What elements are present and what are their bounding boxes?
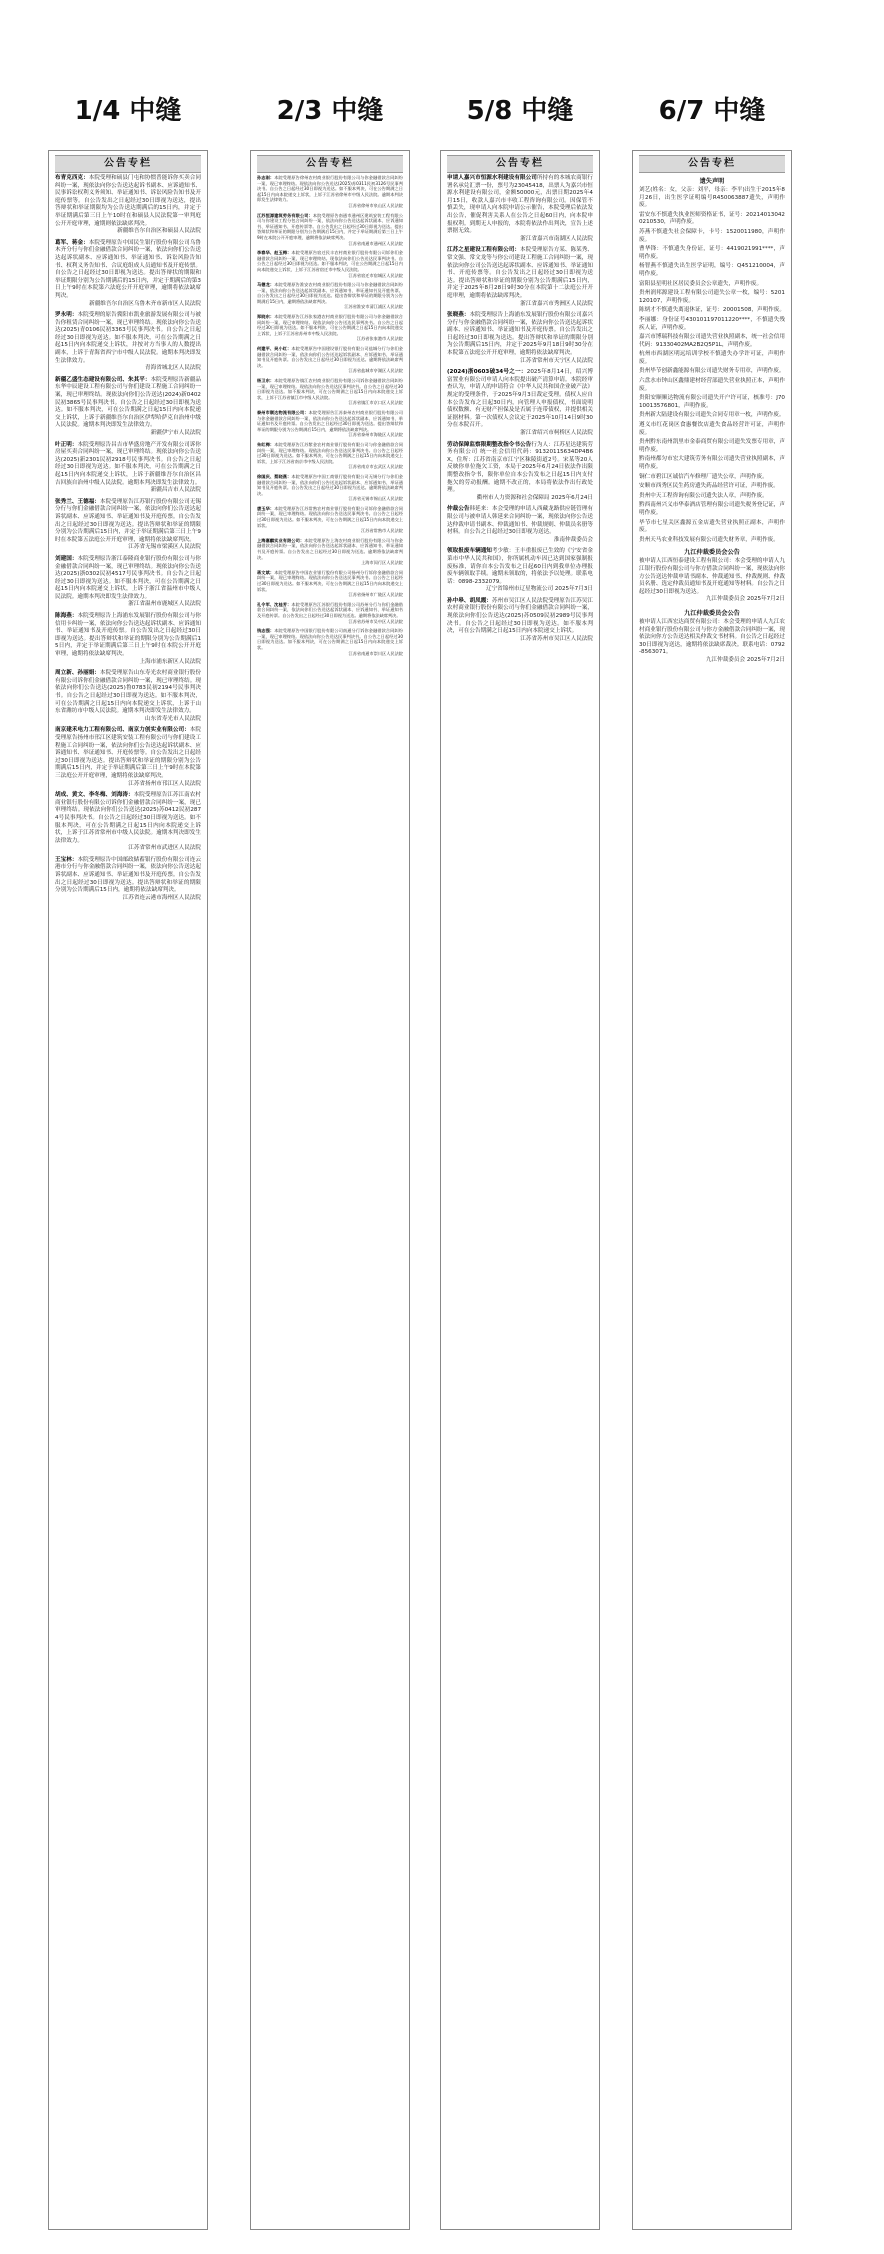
lost-notice-item: 刘艺(姓名：女，父亲：刘平，母亲：李平)出生于2015年8月26日，出生医学证明编号R450063887遗失，声明作废。 bbox=[639, 187, 785, 209]
notice-body: 本院受理原告新疆品东华中辰建设工程有限公司与你们建设工程施工合同纠纷一案，现已审理终结。现依法向你们公告送达(2024)新0402民初3865号民事判决书。自公告之日起经过30日即视为送达。如不服本判决，可在公告期满之日起15日内向本院递交上诉状，上诉于新疆维吾尔自治区伊犁哈萨克自治州中级人民法院。逾期本判决即发生法律效力。 bbox=[55, 376, 201, 429]
notice-signature: 浙江省温州市鹿城区人民法院 bbox=[128, 601, 201, 608]
lost-notice-list bbox=[639, 187, 785, 544]
notice-addressee: 罗永明： bbox=[55, 312, 78, 319]
notice-block bbox=[257, 314, 403, 342]
notice-text bbox=[447, 312, 593, 358]
notice-addressee: 周立新、孙丽娟： bbox=[55, 670, 100, 677]
notice-signature: 江苏省苏州市吴中区人民法院 bbox=[348, 618, 403, 624]
column-2-3 bbox=[250, 150, 410, 2230]
notice-signature: 江苏省南通市通州区人民法院 bbox=[348, 240, 403, 246]
heading-6-7: 6/7 中缝 bbox=[658, 96, 766, 126]
column-body bbox=[633, 176, 791, 664]
column-header: 公告专栏 bbox=[639, 155, 785, 173]
lost-notice-item: 贵阳安顺顺达物流有限公司遗失开户许可证，核准号：J7010013576801，声明作废。 bbox=[639, 395, 785, 409]
notice-signature: 浙江省嘉兴市秀洲区人民法院 bbox=[520, 300, 593, 307]
notice-addressee: 马德龙： bbox=[257, 282, 275, 288]
lost-notice-item: 曹华锋：不慎遗失身份证，证号：4419021991****，声明作废。 bbox=[639, 246, 785, 260]
notice-text bbox=[257, 314, 403, 336]
notice-text bbox=[257, 410, 403, 432]
lost-notice-item: 雷安东不慎遗失执业医师资格证书，证号：202140130420210530，声明作废。 bbox=[639, 211, 785, 226]
lost-notice-item: 安顺市西秀区民生药房遗失药品经营许可证，声明作废。 bbox=[639, 483, 779, 490]
notice-text bbox=[55, 240, 201, 301]
notice-text bbox=[55, 792, 201, 845]
notice-text bbox=[447, 506, 593, 536]
notice-body: 本院受理原告江苏张家港农村商业银行股份有限公司与你金融借款合同纠纷一案，现已审理终结。现依法向你公告送达民事判决书。自公告之日起经过30日即视为送达。如不服本判决，可在公告期满之日起15日内向本院递交上诉状，上诉于江苏省苏州市中级人民法院。 bbox=[257, 314, 403, 336]
notice-signature: 衢州市人力资源和社会保障局 2025年6月24日 bbox=[476, 494, 593, 501]
notice-body: 本院受理原告方某、陈某秀、常文强、常文龙等与你公司建设工程施工合同纠纷一案，现依法向你公司公告送达起诉状副本、应诉通知书、举证通知书、开庭传票等。自公告发出之日起经过30日即视为送达。提出答辩状和举证的期限分别为公告期满后15日内，并定于2025年8月28日9时30分在本院第十二法庭公开开庭审理，逾期将依法缺席判决。 bbox=[447, 247, 593, 299]
notice-body: 考少敏：王丰重报废已生效的《宁安省金菜市中华人民共和国》，你所属机动车因已达到国家强制报废标准，请你自本公告发布之日起60日内到我单位办理报废车辆领取手续。逾期未领取的，将依法予以处理。联系电话：0898-2332079。 bbox=[447, 548, 593, 585]
notice-addressee: 江苏之星建设工程有限公司： bbox=[447, 247, 520, 254]
notice-block bbox=[55, 727, 201, 788]
notice-title: 九江仲裁委员会公告 bbox=[684, 609, 740, 617]
notice-text bbox=[55, 175, 201, 228]
lost-notice-item: 贵州新大陆建设有限公司遗失合同专用章一枚，声明作废。 bbox=[639, 412, 785, 419]
notice-addressee: 李春华、赵玉梅： bbox=[257, 250, 292, 256]
notice-text bbox=[55, 312, 201, 365]
notice-text bbox=[257, 175, 403, 203]
lost-notice-item: 黔南州都匀市宏大建筑劳务有限公司遗失营业执照副本，声明作废。 bbox=[639, 456, 785, 470]
notice-addressee: 劳动保障监察限期整改指令书公告 bbox=[447, 441, 532, 448]
notice-body: 本院受理和硕县门屯和协惯普能诉你买卖合同纠纷一案，现依法向你公告送达起诉书副本、应诉通知书、民事诉讼权利义务须知、举证通知书、诉讼风险告知书及开庭传票等。自公告发出之日起经过30日即视为送达，提出答辩状和举证期限均为公告送达期满后的15日内，并定于举证期满后第三日上午10时在和硕县人民法院第一审判庭公开开庭审理，逾期则依法缺席判决。 bbox=[55, 175, 201, 227]
notice-block bbox=[55, 792, 201, 853]
notice-addressee: 王宝林： bbox=[55, 856, 78, 863]
notice-signature: 江苏省连云港市海州区人民法院 bbox=[122, 894, 201, 901]
notice-signature: 江苏省盐城市亭湖区人民法院 bbox=[348, 368, 403, 374]
column-header: 公告专栏 bbox=[447, 155, 593, 173]
notice-body: 行为人：江苏星达建筑劳务有限公司 统一社会信用代码：91320115634DP4B6X，住所：江苏省南京市江宁区秣陵街道2号。宋某等20人反映你单位拖欠工资，本局于2025年6月24日依法作出限期整改指令书，限你单位自本公告发布之日起15日内支付拖欠的劳动报酬。逾期不改正的，本局将依法作出行政处理。 bbox=[447, 441, 593, 494]
notice-signature: 辽宁省锦州市辽星物流公司 2025年7月3日 bbox=[485, 586, 593, 593]
notice-block bbox=[55, 556, 201, 609]
notice-text bbox=[447, 598, 593, 636]
notice-body: 本院受理原告江苏江南农村商业银行股份有限公司诉你们金融借款合同纠纷一案，现已审理终结。现依法向你们公告送达(2025)苏0412民初2874号民事判决书。自公告之日起经过30日即视为送达。如不服本判决，可在公告期满之日起15日内向本院递交上诉状，上诉于江苏省常州市中级人民法院。逾期本判决即发生法律效力。 bbox=[55, 792, 201, 844]
notice-text bbox=[257, 570, 403, 592]
notice-body: 本院受理原告江苏银行股份有限公司无锡分行与你们金融借款合同纠纷一案，依法向你们公告送达起诉状副本、应诉通知书、举证通知书及开庭传票。自公告发出之日起经过30日即视为送达。提出答辩状和举证的期限分别为公告期满后15日内，并定于举证期满后第三日上午9时在本院第五法庭公开开庭审理，逾期将依法缺席判决。 bbox=[55, 498, 201, 543]
lost-notice-item: 遵义市红花岗区食惠餐饮店遗失食品经营许可证，声明作废。 bbox=[639, 422, 785, 436]
notice-body: 本院受理原告徐州农村商业银行股份有限公司与你金融借款合同纠纷一案，现已审理终结。现依法向你公告送达(2025)苏0311民初3126号民事判决书。自公告之日起经过30日即视为送达。如不服本判决，可在公告期满之日起15日内向本院递交上诉状，上诉于江苏省徐州市中级人民法院。逾期本判决即发生法律效力。 bbox=[257, 175, 403, 203]
notice-addressee: 孔令军、沈桂芳： bbox=[257, 601, 292, 607]
lost-notice-item: 贵州黔东南州凯里市金泰商贸有限公司遗失发票专用章，声明作废。 bbox=[639, 439, 785, 453]
notice-addressee: 张晓燕： bbox=[447, 312, 470, 319]
notice-text bbox=[55, 377, 201, 430]
column-body bbox=[49, 175, 207, 902]
notice-body: 本院受理原告江苏泰州农村商业银行股份有限公司与你金融借款合同纠纷一案，依法向你公告送达起诉状副本、应诉通知书、举证通知书及开庭传票。自公告发出之日起经过30日即视为送达。提出答辩状和举证的期限分别为公告期满后15日内，逾期将依法缺席判决。 bbox=[257, 409, 403, 432]
notice-block bbox=[257, 175, 403, 209]
column-body bbox=[441, 175, 599, 643]
notice-block bbox=[447, 312, 593, 365]
lost-notice-item: 苏燕不慎遗失社会保障卡，卡号：1520011980，声明作废。 bbox=[639, 228, 785, 243]
notice-addressee: 新疆乙盛生态建设有限公司、朱其平： bbox=[55, 376, 151, 383]
notice-text bbox=[447, 369, 593, 430]
notice-text bbox=[55, 556, 201, 602]
notice-addressee: 布青克西克： bbox=[55, 175, 89, 181]
heading-1-4: 1/4 中缝 bbox=[74, 96, 182, 126]
notice-addressee: 蒋文斌： bbox=[257, 569, 275, 575]
notice-text bbox=[257, 250, 403, 272]
notice-body: 本院受理原告山东寿光农村商业银行股份有限公司诉你们金融借款合同纠纷一案，现已审理终结。现依法向你们公告送达(2025)鲁0783民初2194号民事判决书。自公告之日起经过30日即视为送达。如不服本判决，可在公告期满之日起15日内向本院递交上诉状，上诉于山东省潍坊市中级人民法院。逾期本判决即发生法律效力。 bbox=[55, 670, 201, 715]
notice-text bbox=[257, 442, 403, 464]
notice-block bbox=[257, 282, 403, 310]
notice-signature: 新疆维吾尔自治区和硕县人民法院 bbox=[117, 228, 201, 235]
notice-body: 本院受理原告上海浦东发展银行股份有限公司与你信用卡纠纷一案，依法向你公告送达起诉状副本、应诉通知书、举证通知书及开庭传票。自公告发出之日起经过30日即视为送达。提出答辩状和举证的期限分别为公告期满后15日内，并定于举证期满后第三日上午9时在本院公开开庭审理，逾期将依法缺席判决。 bbox=[55, 613, 201, 658]
notice-block bbox=[257, 570, 403, 598]
notice-signature: 浙江省嘉兴市南湖区人民法院 bbox=[520, 235, 593, 242]
notice-text bbox=[257, 538, 403, 560]
notice-block bbox=[55, 613, 201, 666]
lost-notice-item: 杨智燕不慎遗失出生医学证明，编号：Q451210004，声明作废。 bbox=[639, 263, 785, 277]
lost-notice-item: 铜仁市碧江区诚信汽车修理厂遗失公章，声明作废。 bbox=[639, 473, 768, 480]
notice-text bbox=[447, 548, 593, 586]
notice-addressee: 张秀兰、王德福： bbox=[55, 498, 100, 505]
lost-notice-item: 李丽娜：身份证号430101197011220****，不慎遗失残疾人证，声明作废。 bbox=[639, 316, 785, 331]
notice-signature: 新疆伊宁市人民法院 bbox=[150, 430, 201, 436]
notice-addressee: 徐国庆、蔡晓燕： bbox=[257, 473, 292, 479]
lost-notice-item: 贵州中天工程咨询有限公司遗失法人章，声明作废。 bbox=[639, 492, 768, 499]
notice-signature: 江苏省扬州市邗江区人民法院 bbox=[128, 780, 201, 787]
notice-block bbox=[447, 369, 593, 437]
notice-signature: 江苏省张家港市人民法院 bbox=[356, 336, 403, 342]
notice-signature: 青海省城北区人民法院 bbox=[145, 365, 201, 372]
notice-block bbox=[55, 377, 201, 438]
heading-5-8: 5/8 中缝 bbox=[466, 96, 574, 126]
notice-block bbox=[257, 538, 403, 566]
notice-block bbox=[257, 506, 403, 534]
notice-addressee: 申请人嘉兴市恒源水利建设有限公司 bbox=[447, 175, 537, 181]
notice-addressee: 南京建禾电力工程有限公司、南京力创实业有限公司： bbox=[55, 727, 190, 734]
lost-notice-item: 嘉兴市博瑞科技有限公司遗失营业执照副本，统一社会信用代码：91330402MA2B2Q5P1L，声明作废。 bbox=[639, 334, 785, 348]
notice-signature: 江苏省扬州市广陵区人民法院 bbox=[348, 592, 403, 598]
notice-addressee: 唐玉华： bbox=[257, 505, 275, 511]
notice-body: 本院受理原告江苏紫金农村商业银行股份有限公司与你金融借款合同纠纷一案，现已审理终结。现依法向你公告送达民事判决书。自公告之日起经过30日即视为送达。如不服本判决，可在公告期满之日起15日内向本院递交上诉状，上诉于江苏省南京市中级人民法院。 bbox=[257, 441, 403, 464]
notice-body: 本院受理原告中国银行股份有限公司南通分行诉你金融借款合同纠纷一案，现已审理终结。现依法向你公告送达民事判决书。自公告之日起经过30日即视为送达。如不服本判决，可在公告期满之日起15日内向本院递交上诉状。 bbox=[257, 628, 403, 650]
notice-signature: 江苏省南通市崇川区人民法院 bbox=[348, 650, 403, 656]
notice-text bbox=[55, 670, 201, 716]
notice-addressee: 葛军、蒋金： bbox=[55, 239, 89, 246]
notice-signature: 江苏省泰州市海陵区人民法院 bbox=[348, 432, 403, 438]
notice-body: 本院受理原告中国建设银行股份有限公司盐城分行与你们金融借款合同纠纷一案，依法向你们公告送达起诉状副本、应诉通知书、举证通知书及开庭传票。自公告发出之日起经过30日即视为送达。逾期将依法缺席判决。 bbox=[257, 346, 403, 368]
notice-block bbox=[55, 857, 201, 903]
column-6-7 bbox=[632, 150, 792, 2230]
notice-text bbox=[257, 602, 403, 619]
lost-notice-item: 六盘水市钟山区鑫鼎建材经营部遗失营业执照正本，声明作废。 bbox=[639, 378, 785, 392]
heading-2-3: 2/3 中缝 bbox=[276, 96, 384, 126]
notice-signature: 江苏省无锡市锡山区人民法院 bbox=[348, 496, 403, 502]
notice-text bbox=[55, 442, 201, 488]
notice-block bbox=[55, 442, 201, 495]
notice-block bbox=[447, 175, 593, 243]
notice-text: 被申请人江西宏达商贸有限公司：本会受理的申请人九江农村商业银行股份有限公司与你方金融借款合同纠纷一案，现依法向你方公告送达相关仲裁文书材料。自公告之日起经过30日即视为送达，逾期将依法缺席裁决。联系电话：0792-8563071。 bbox=[639, 618, 785, 656]
notice-signature: 江苏省徐州市泉山区人民法院 bbox=[348, 202, 403, 208]
notice-addressee: 朱红梅： bbox=[257, 441, 275, 447]
notice-text bbox=[257, 213, 403, 241]
notice-text bbox=[447, 442, 593, 495]
notice-addressee: 领取报废车辆通知 bbox=[447, 548, 492, 555]
notice-body: 本院受理原告上海农村商业银行股份有限公司与你金融借款合同纠纷一案，依法向你公告送达起诉状副本、应诉通知书、举证通知书及开庭传票。自公告发出之日起经过30日即视为送达。逾期将依法缺席判决。 bbox=[257, 537, 403, 560]
notice-signature: 上海市闵行区人民法院 bbox=[361, 560, 403, 566]
notice-signature: 江苏省常州市天宁区人民法院 bbox=[520, 357, 593, 364]
lost-notice-item: 毕节市七星关区鑫源五金店遗失营业执照正副本，声明作废。 bbox=[639, 519, 785, 534]
lost-notice-item: 陈炳才不慎遗失离退休证，证号：20001508，声明作废。 bbox=[639, 307, 785, 314]
notice-body: 所持有的本城农商银行署名承兑汇票一份，票号为23045418，出票人为嘉兴市恒源水利建设有限公司，金额50000元，出票日期2025年4月15日，收款人嘉兴市丰收工程咨询有限公司。因保管不慎丢失，现申请人向本院申请公示催告，本院受理后依法发出公告，催促利害关系人在公告之日起60日内，向本院申报权利。到期无人申报的，本院将依法作出判决，宣告上述票据无效。 bbox=[447, 175, 593, 235]
notice-body: 韩延来：本会受理的申请人西藏龙路供应链管理有限公司与被申请人韩延来合同纠纷一案，现依法向你公告送达仲裁申请书副本、仲裁通知书、仲裁规则、仲裁员名册等材料。自公告之日起经过30日即视为送达。 bbox=[447, 506, 593, 536]
notice-signature: 上海市浦东新区人民法院 bbox=[139, 658, 201, 665]
notice-text bbox=[55, 857, 201, 895]
notice-body: 苏州市吴江区人民法院受理原告江苏吴江农村商业银行股份有限公司与你们金融借款合同纠纷一案，现依法向你们公告送达(2025)苏0509民初2989号民事判决书。自公告之日起经过30日即视为送达。如不服本判决，可在公告期满之日起15日内向本院递交上诉状。 bbox=[447, 597, 593, 635]
notice-addressee: 江苏恒源建筑劳务有限公司： bbox=[257, 212, 313, 218]
notice-text bbox=[257, 474, 403, 496]
notice-text bbox=[447, 175, 593, 236]
column-header: 公告专栏 bbox=[55, 155, 201, 173]
lost-notice-item: 黔西南州兴义市华泰酒店管理有限公司遗失税务登记证，声明作废。 bbox=[639, 502, 785, 516]
notice-signature: 淮南仲裁委员会 bbox=[553, 536, 593, 543]
notice-signature: 江苏省镇江市京口区人民法院 bbox=[348, 400, 403, 406]
notice-block bbox=[257, 442, 403, 470]
notice-body: 本院受理原告中国工商银行股份有限公司无锡分行与你们金融借款合同纠纷一案，依法向你们公告送达起诉状副本、应诉通知书、举证通知书及开庭传票。自公告发出之日起经过30日即视为送达。逾期将依法缺席判决。 bbox=[257, 473, 403, 496]
lost-notice-item: 贵州天马农业科技发展有限公司遗失财务章，声明作废。 bbox=[639, 536, 779, 543]
notice-block bbox=[55, 312, 201, 373]
notice-text bbox=[55, 499, 201, 545]
notice-block bbox=[55, 175, 201, 236]
notice-addressee: 叶正明： bbox=[55, 441, 78, 448]
notice-signature: 江苏省无锡市梁溪区人民法院 bbox=[128, 544, 201, 551]
notice-block bbox=[55, 240, 201, 308]
notice-body: 本院受理原告扬州市邗江区建筑安装工程有限公司与你们建设工程施工合同纠纷一案，依法向你们公告送达起诉状副本、应诉通知书、举证通知书、开庭传票等。自公告发出之日起经过30日即视为送达。提出答辩状和举证的期限分别为公告期满后15日内，并定于举证期满后第三日上午9时在本院第三法庭公开开庭审理，逾期将依法缺席判决。 bbox=[55, 727, 201, 779]
notice-body: 本院受理原告上海浦东发展银行股份有限公司嘉兴分行与你金融借款合同纠纷一案，依法向你公告送达起诉状副本、应诉通知书、举证通知书及开庭传票。自公告发出之日起经过30日即视为送达。提出答辩状和举证的期限分别为公告期满后15日内，并定于2025年9月18日9时30分在本院第五法庭公开开庭审理，逾期将依法缺席判决。 bbox=[447, 312, 593, 357]
notice-signature: 江苏省苏州市吴江区人民法院 bbox=[520, 635, 593, 642]
notice-text bbox=[257, 378, 403, 400]
notice-signature: 九江仲裁委员会 2025年7月2日 bbox=[705, 656, 785, 663]
notice-addressee: 钱志强： bbox=[257, 628, 275, 634]
notice-signature: 新疆维吾尔自治区乌鲁木齐市新市区人民法院 bbox=[89, 300, 201, 307]
notice-body: 本院受理原告宿迁民丰农村商业银行股份有限公司诉你们金融借款合同纠纷一案，现已审理终结。现依法向你们公告送达民事判决书。自公告之日起经过30日即视为送达。如不服本判决，可在公告期满之日起15日内向本院递交上诉状，上诉于江苏省宿迁市中级人民法院。 bbox=[257, 250, 403, 272]
notice-block bbox=[447, 506, 593, 544]
notice-addressee: 陈海燕： bbox=[55, 613, 78, 620]
notice-body: 本院受理原告中国民生银行股份有限公司乌鲁木齐分行与你们金融借款合同纠纷一案，依法向你们公告送达起诉状副本、应诉通知书、举证通知书、诉讼风险告知书、权利义务告知书、合议庭组成人员通知书及开庭传票。自公告之日起经过30日即视为送达。提出答辩状的期限和举证期限分别为公告期满后的15日内，并定于期满后的第3日上午9时在本院第六法庭公开开庭审理，逾期将依法缺席判决。 bbox=[55, 239, 201, 299]
arbitration-notice bbox=[639, 547, 785, 604]
notice-text bbox=[55, 613, 201, 659]
notice-text: 被申请人江西恒泰建设工程有限公司：本会受理的申请人九江银行股份有限公司与你方借款合同纠纷一案，现依法向你方公告送达仲裁申请书副本、仲裁通知书、仲裁规则、仲裁员名册、选定仲裁员通知书及开庭通知等材料。自公告之日起经过30日即视为送达。 bbox=[639, 558, 785, 595]
notice-signature: 九江仲裁委员会 2025年7月2日 bbox=[705, 596, 785, 603]
notice-body: 本院受理原告淮安农村商业银行股份有限公司与你金融借款合同纠纷一案，依法向你公告送达起诉状副本、应诉通知书、举证通知书及开庭传票。自公告发出之日起经过30日即视为送达。提出答辩状和举证的期限分别为公告期满后15日内，逾期将依法缺席判决。 bbox=[257, 282, 403, 304]
notice-addressee: 何建平、吴小红： bbox=[257, 346, 292, 352]
notice-addressee: 郑晓东： bbox=[257, 314, 275, 320]
lost-notice-item: 贵州润邦源建设工程有限公司遗失公章一枚，编号：5201120107，声明作废。 bbox=[639, 290, 785, 304]
notice-text bbox=[257, 346, 403, 368]
notice-text bbox=[55, 727, 201, 780]
notice-body: 本院受理原告中国农业银行股份有限公司扬州分行诉你金融借款合同纠纷一案，现已审理终结。现依法向你公告送达民事判决书。自公告之日起经过30日即视为送达。如不服本判决，可在公告期满之日起15日内向本院递交上诉状。 bbox=[257, 569, 403, 592]
notice-addressee: 孙志刚： bbox=[257, 175, 275, 180]
notice-signature: 新疆昌吉市人民法院 bbox=[150, 487, 201, 494]
notice-signature: 江苏省常州市武进区人民法院 bbox=[128, 845, 201, 852]
notice-body: 本院受理原告昌吉市华盛房地产开发有限公司诉你房屋买卖合同纠纷一案，现已审理终结。现依法向你公告送达(2025)新2301民初2918号民事判决书。自公告之日起经过30日即视为送达。如不服本判决，可在公告期满之日起15日内向本院递交上诉状，上诉于新疆维吾尔自治区昌吉回族自治州中级人民法院。逾期本判决即发生法律效力。 bbox=[55, 441, 201, 486]
column-header: 公告专栏 bbox=[257, 155, 403, 173]
notice-body: 本院受理的原告冀阳市凯业旅游发展有限公司与被告你租赁合同纠纷一案，现已审理终结。现依法向你公告送达(2025)青0106民初3363号民事判决书。自公告之日起经过30日即视为送达。如不服本判决，可在公告期满之日起15日内向本院递交上诉状，并按对方当事人的人数提出副本，上诉于青海省西宁市中级人民法院。逾期本判决即发生法律效力。 bbox=[55, 312, 201, 364]
notice-block bbox=[257, 250, 403, 278]
notice-signature: 江苏省南京市玄武区人民法院 bbox=[348, 464, 403, 470]
notice-block bbox=[257, 213, 403, 247]
notice-block bbox=[257, 474, 403, 502]
column-1-4 bbox=[48, 150, 208, 2230]
notice-addressee: 孙中皋、胡凤霞： bbox=[447, 597, 492, 604]
notice-text bbox=[257, 282, 403, 304]
notice-signature: 浙江省绍兴市柯桥区人民法院 bbox=[520, 430, 593, 436]
notice-signature: 江苏省淮安市清江浦区人民法院 bbox=[344, 304, 403, 310]
lost-notice-title: 遗失声明 bbox=[699, 178, 725, 185]
column-5-8 bbox=[440, 150, 600, 2230]
notice-addressee: 刘建国： bbox=[55, 555, 78, 562]
notice-signature: 山东省寿光市人民法院 bbox=[145, 715, 201, 722]
notice-addressee: 泰州市顺达物流有限公司： bbox=[257, 409, 309, 415]
notice-body: 2025年8月14日，绍兴博富置业有限公司申请人向本院提出破产清算申请。本院经审查认为，申请人的申请符合《中华人民共和国企业破产法》规定的受理条件，于2025年9月3日裁定受理。债权人应自本公告发布之日起30日内，向管理人申报债权，书面说明债权数额、有无财产担保及是否属于连带债权，并提供相关证据材料。第一次债权人会议定于2025年10月14日9时30分在本院召开。 bbox=[447, 369, 593, 429]
notice-addressee: 胡成、黄文、李冬梅、刘海涛： bbox=[55, 792, 134, 799]
notice-block bbox=[257, 378, 403, 406]
notice-block bbox=[257, 628, 403, 656]
notice-text bbox=[257, 628, 403, 650]
notice-body: 本院受理原告中国邮政储蓄银行股份有限公司连云港市分行与你金融借款合同纠纷一案，依法向你公告送达起诉状副本、应诉通知书、举证通知书及开庭传票。自公告发出之日起经过30日即视为送达。提出答辩状和举证的期限分别为公告期满后15日内，逾期将依法缺席判决。 bbox=[55, 856, 201, 894]
notice-block bbox=[447, 247, 593, 308]
notice-block bbox=[55, 499, 201, 552]
notice-body: 本院受理原告镇江农村商业银行股份有限公司诉你金融借款合同纠纷一案，现已审理终结。现依法向你公告送达民事判决书。自公告之日起经过30日即视为送达。如不服本判决，可在公告期满之日起15日内向本院递交上诉状，上诉于江苏省镇江市中级人民法院。 bbox=[257, 378, 403, 400]
arbitration-notice bbox=[639, 608, 785, 665]
notice-signature: 江苏省常熟市人民法院 bbox=[361, 528, 403, 534]
notice-block bbox=[55, 670, 201, 723]
notice-addressee: 仲裁公告 bbox=[447, 506, 470, 513]
notice-block bbox=[257, 602, 403, 624]
lost-notice-item: 贵州毕节创新鑫能源有限公司遗失财务专用章，声明作废。 bbox=[639, 368, 785, 375]
notice-block bbox=[257, 346, 403, 374]
column-body bbox=[251, 175, 409, 656]
notice-text bbox=[447, 247, 593, 300]
notice-body: 本院受理原告江苏常熟农村商业银行股份有限公司诉你金融借款合同纠纷一案，现已审理终结。现依法向你公告送达民事判决书。自公告之日起经过30日即视为送达。如不服本判决，可在公告期满之日起15日内向本院递交上诉状。 bbox=[257, 505, 403, 528]
lost-notice-item: 杭州市西湖区明远培训学校不慎遗失办学许可证，声明作废。 bbox=[639, 351, 785, 365]
lost-notice-item: 富阳县星明社区居民委员会公章遗失，声明作废。 bbox=[639, 280, 763, 287]
notice-addressee: 杨卫东： bbox=[257, 378, 275, 383]
notice-body: 本院受理原告江苏银行股份有限公司苏州分行与你们金融借款合同纠纷一案，依法向你们公告送达起诉状副本、应诉通知书、举证通知书及开庭传票。自公告发出之日起经过30日即视为送达。逾期将依法缺席判决。 bbox=[257, 601, 403, 618]
notice-block bbox=[447, 598, 593, 644]
notice-signature: 江苏省宿迁市宿城区人民法院 bbox=[348, 272, 403, 278]
notice-text bbox=[257, 506, 403, 528]
notice-title: 九江仲裁委员会公告 bbox=[684, 549, 740, 557]
notice-block bbox=[257, 410, 403, 438]
notice-addressee: (2024)浙0603破34号之一： bbox=[447, 369, 527, 376]
notice-block bbox=[447, 442, 593, 503]
notice-addressee: 上海嘉麒实业有限公司： bbox=[257, 537, 305, 543]
notice-body: 本院受理原告南通市通州区建筑安装工程有限公司与你建设工程分包合同纠纷一案，依法向你公告送达起诉状副本、应诉通知书、举证通知书、开庭传票等。自公告发出之日起经过30日即视为送达。提出答辩状和举证的期限分别为公告期满后15日内，并定于举证期满后第三日上午9时在本院公开开庭审理，逾期将依法缺席判决。 bbox=[257, 212, 403, 240]
notice-block bbox=[447, 548, 593, 594]
notice-body: 本院受理原告浙江泰隆商业银行股份有限公司与你金融借款合同纠纷一案，现已审理终结。现依法向你公告送达(2025)浙0302民初4517号民事判决书。自公告之日起经过30日即视为送达。如不服本判决，可在公告期满之日起15日内向本院递交上诉状，上诉于浙江省温州市中级人民法院。逾期本判决即发生法律效力。 bbox=[55, 555, 201, 600]
